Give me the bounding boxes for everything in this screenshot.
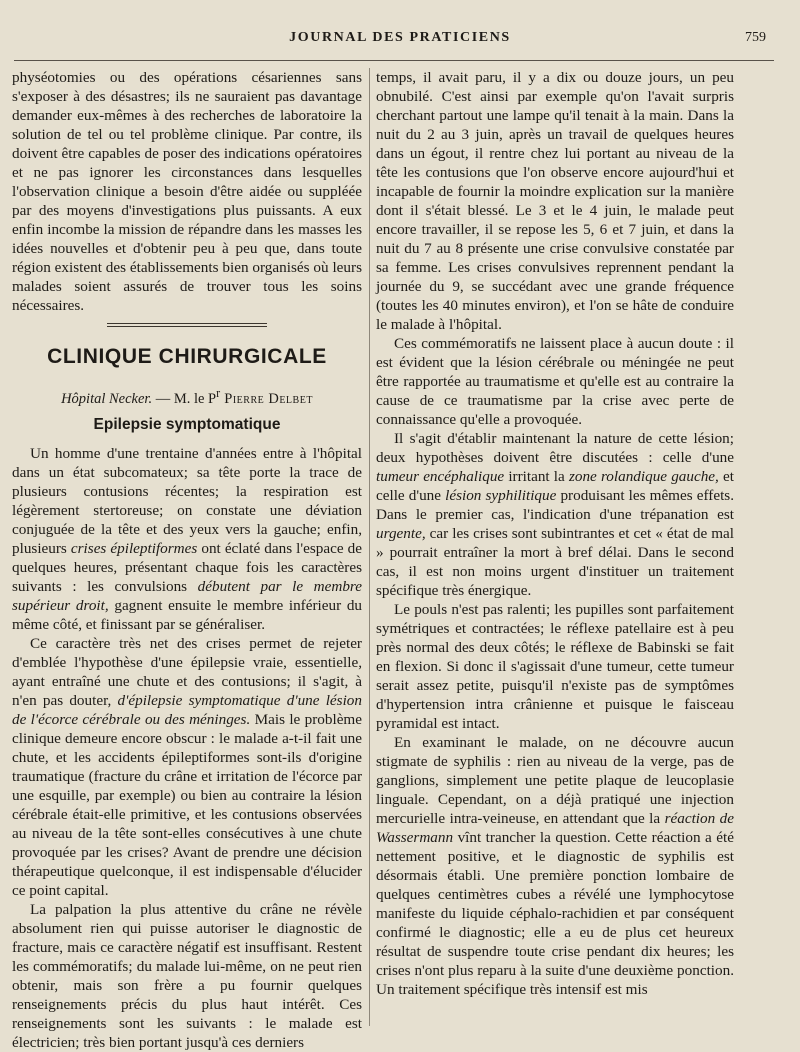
italic-text: urgente, bbox=[376, 525, 426, 542]
title-superscript: r bbox=[216, 386, 221, 400]
text-run: vînt trancher la question. Cette réaction a été nettement positive, et le diagnostic de syphilis est désormais établi. Une première ponction lombaire de quelques centimètres cubes a révélé une lymphocytose manifeste du liquide céphalo-rachidien et par conséquent confirmé le diagnostic; elle a eu de plus cet heureux résultat de suspendre toute crise pendant dix heures; les crises n'ont plus reparu à la suite d'une deuxième ponction. Un traitement spécifique très intensif est mis bbox=[376, 829, 734, 998]
text-run: Un homme d'une trentaine d'années entre à l'hôpital dans un état subcomateux; sa tête porte la trace de plusieurs contusions récentes; la respiration est légèrement stertoreuse; on constate une déviation conjuguée de la tête et des yeux vers la gauche; enfin, plusieurs bbox=[12, 444, 362, 557]
italic-text: crises épileptiformes bbox=[70, 539, 198, 557]
italic-text: d'épilepsie symptomatique d'une lésion de l'écorce cérébrale ou des méninges. bbox=[12, 691, 362, 728]
header-rule bbox=[14, 60, 774, 61]
page-header bbox=[0, 26, 800, 54]
author-name: Pierre Delbet bbox=[220, 390, 313, 407]
right-paragraph-4: Le pouls n'est pas ralenti; les pupilles sont parfaitement symétriques et contractées; le réflexe patellaire est à peu près normal des deux côtés; le réflexe de Babinski se fait en flexion. Si donc il s'agissait d'une tumeur, cette tumeur serait assez petite, puisqu'il n'existe pas de symptômes d'hypertension intra crânienne et puisque le faisceau pyramidal est intact. bbox=[376, 601, 734, 732]
text-run: Ce caractère très net des crises permet de rejeter d'emblée l'hypothèse d'une épilepsie vraie, essentielle, ayant entraîné une chute et des contusions; il s'agit, à n'en pas douter, bbox=[12, 634, 362, 709]
right-column bbox=[376, 68, 734, 999]
section-divider bbox=[107, 323, 267, 327]
italic-text: lésion syphilitique bbox=[445, 487, 557, 504]
text-run: Il s'agit d'établir maintenant la nature de cette lésion; deux hypothèses doivent être discutées : celle d'une bbox=[376, 430, 734, 466]
text-run: car les crises sont subintrantes et cet « état de mal » pourrait entraîner la mort à bref délai. Dans le second cas, il est non moins urgent d'instituer un traitement spécifique très énergique. bbox=[376, 525, 734, 599]
column-separator bbox=[369, 68, 370, 1026]
text-run: produisant les mêmes effets. Dans le premier cas, l'indication d'une trépanation est bbox=[376, 487, 734, 523]
text-run: et celle d'une bbox=[376, 468, 734, 504]
hospital-name: Hôpital Necker. bbox=[61, 390, 153, 407]
body-paragraph-1 bbox=[12, 444, 362, 634]
right-paragraph-1: temps, il avait paru, il y a dix ou douze jours, un peu obnubilé. C'est ainsi par exemple qu'on l'avait surpris cherchant partout une lampe qu'il tenait à la main. Dans la nuit du 2 au 3 juin, après un travail de quelques heures dans un égout, il rentre chez lui portant au niveau de la tête les contusions que l'on observe encore aujourd'hui et incapable de fournir la moindre explication sur la manière dont il s'était blessé. Le 3 et le 4 juin, le malade peut encore travailler, il se repose les 5, 6 et 7 juin, et dans la nuit du 7 au 8 présente une crise convulsive constatée par sa femme. Les crises convulsives reprennent pendant la journée du 9, se succédant avec une grande fréquence (toutes les 40 minutes environ), et l'on se hâte de conduire le malade à l'hôpital. bbox=[376, 69, 734, 333]
text-run: En examinant le malade, on ne découvre aucun stigmate de syphilis : rien au niveau de la verge, pas de ganglions, simplement une petite plaque de leucoplasie linguale. Cependant, on a déjà pratiqué une injection mercurielle intra-veineuse, en attendant que la bbox=[376, 734, 734, 827]
right-paragraph-2: Ces commémoratifs ne laissent place à aucun doute : il est évident que la lésion cérébrale ou méningée ne peut être rapportée au traumatisme et qu'elle est au contraire la cause de ce traumatisme par la crise avec perte de connaissance qu'elle a provoquée. bbox=[376, 335, 734, 428]
article-title: Epilepsie symptomatique bbox=[93, 415, 281, 433]
italic-text: tumeur encéphalique bbox=[376, 468, 505, 485]
body-paragraph-2 bbox=[12, 634, 362, 900]
left-column bbox=[12, 68, 362, 1052]
text-run: Mais le problème clinique demeure encore obscur : le malade a-t-il fait une chute, et les accidents épileptiformes sont-ils d'origine traumatique (fracture du crâne et irritation de l'écorce par une esquille, par exemple) ou bien au contraire la lésion cérébrale était-elle primitive, et les contusions observées au niveau de la tête sont-elles consécutives à une chute provoquée par les crises? Avant de prendre une décision thérapeutique quelconque, il est indispensable d'élucider ce point capital. bbox=[12, 710, 362, 899]
text-run: irritant la bbox=[504, 468, 569, 485]
hospital-separator: — M. le P bbox=[152, 390, 217, 407]
intro-paragraph: physéotomies ou des opérations césariennes sans s'exposer à des désastres; ils ne sauraient pas davantage demander eux-mêmes à des recherches de laboratoire la solution de tel ou tel problème clinique. Par contre, ils doivent être capables de poser des indications opératoires et ne pas ignorer les circonstances dans lesquelles l'observation clinique a besoin d'être aidée ou suppléée par des moyens d'investigations plus puissants. A eux enfin incombe la mission de répandre dans les masses les idées nouvelles et d'obtenir peu à peu que, dans toute région existent des établissements bien organisés où leurs malades soient assurés de trouver tous les soins nécessaires. bbox=[12, 69, 362, 314]
running-title: JOURNAL DES PRATICIENS bbox=[289, 30, 511, 45]
italic-text: débutent par le membre supérieur droit, bbox=[12, 577, 363, 614]
page-number: 759 bbox=[745, 30, 766, 45]
hospital-line bbox=[12, 384, 362, 409]
section-title: CLINIQUE CHIRURGICALE bbox=[47, 345, 327, 368]
body-paragraph-3: La palpation la plus attentive du crâne ne révèle absolument rien qui puisse autoriser le diagnostic de fracture, mais ce caractère négatif est insuffisant. Restent les commémoratifs; du malade lui-même, on ne peut rien obtenir, mais son frère a pu fournir quelques renseignements précis du plus haut intérêt. Ces renseignements sont les suivants : le malade est électricien; très bien portant jusqu'à ces derniers bbox=[12, 900, 362, 1051]
right-paragraph-3 bbox=[376, 429, 734, 600]
italic-text: réaction de Wassermann bbox=[376, 810, 734, 846]
text-run: ont éclaté dans l'espace de quelques heures, présentant chaque fois les caractères suivants : les convulsions bbox=[12, 539, 362, 595]
text-run: gagnent ensuite le membre inférieur du même côté, et finissant par se généraliser. bbox=[12, 596, 363, 633]
italic-text: zone rolandique gauche, bbox=[568, 468, 719, 485]
right-paragraph-5 bbox=[376, 733, 734, 999]
